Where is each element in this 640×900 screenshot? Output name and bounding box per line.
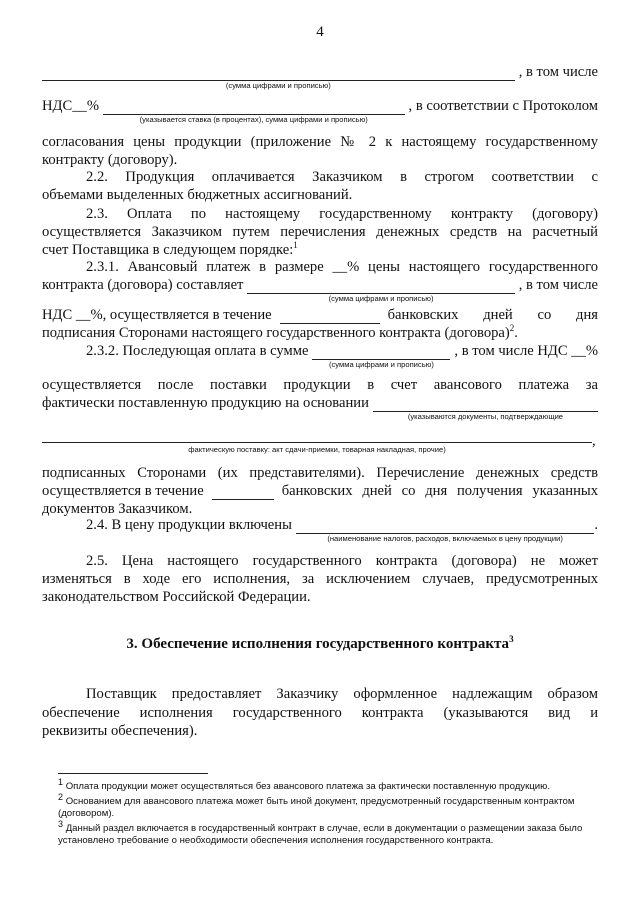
section-3-line-1: Поставщик предоставляет Заказчику оформленное надлежащим образом <box>86 686 598 702</box>
footnote-ref-1: 1 <box>293 240 298 251</box>
advance-blank <box>247 279 514 303</box>
next-payment-blank <box>312 345 450 369</box>
clause-2-5-line-1: 2.5. Цена настоящего государственного контракта (договора) не может <box>86 553 598 569</box>
clause-2-3-line-3 <box>42 241 598 259</box>
protocol-line-2: согласования цены продукции (приложение № 2 к настоящему государственному <box>42 134 598 150</box>
next-payment-label: 2.3.2. Последующая оплата в сумме <box>86 343 309 359</box>
advance-term-tail: банковских дней со дня <box>387 307 598 323</box>
page-number: 4 <box>316 24 324 40</box>
amount-tail: , в том числе <box>518 64 598 80</box>
advance-hint: (сумма цифрами и прописью) <box>328 294 434 303</box>
basis-blank <box>373 397 598 421</box>
clause-2-3-text: счет Поставщика в следующем порядке: <box>42 242 294 258</box>
clause-2-3-2-line-2: осуществляется после поставки продукции в счет авансового платежа за <box>42 377 598 393</box>
included-blank <box>296 519 594 543</box>
protocol-line-3: контракту (договору). <box>42 152 178 168</box>
clause-2-2-line-2: объемами выделенных бюджетных ассигнований. <box>42 187 353 203</box>
basis-comma: , <box>592 433 596 449</box>
footnote-2-mark: 2 <box>58 791 64 802</box>
basis-label: фактически поставленную продукцию на основании <box>42 395 369 411</box>
footnote-2-continued: (договором). <box>58 808 115 819</box>
advance-days-blank <box>280 309 380 324</box>
clause-2-3-2-line-6 <box>42 482 598 500</box>
amount-line <box>42 63 598 90</box>
footnote-3-mark: 3 <box>58 818 64 829</box>
clause-2-3-1-line-3 <box>42 306 598 324</box>
section-3-title: 3. Обеспечение исполнения государственного контракта <box>126 636 510 652</box>
vat-label: НДС__% <box>42 98 99 114</box>
footnote-3 <box>58 818 598 835</box>
footnote-ref-3: 3 <box>509 634 514 644</box>
advance-label: контракта (договора) составляет <box>42 277 244 293</box>
clause-2-3-line-1: 2.3. Оплата по настоящему государственному контракту (договору) <box>86 206 598 222</box>
included-tail: . <box>594 517 598 533</box>
included-hint: (наименование налогов, расходов, включаемых в цену продукции) <box>327 534 563 543</box>
section-3-line-3: реквизиты обеспечения). <box>42 723 198 739</box>
clause-2-3-1-line-4 <box>42 324 598 342</box>
basis-hint: (указываются документы, подтверждающие <box>407 412 564 421</box>
footnote-separator <box>58 773 208 774</box>
clause-2-4-line <box>86 516 598 543</box>
footnote-ref-2: 2 <box>509 323 515 334</box>
footnote-3-continued: установлено требование о необходимости обеспечения исполнения государственного контракта. <box>58 835 494 846</box>
advance-term-label: НДС __%, осуществляется в течение <box>42 307 272 323</box>
next-payment-tail: , в том числе НДС __% <box>454 343 598 359</box>
clause-2-3-2-line-1 <box>86 342 598 369</box>
footnote-2 <box>58 791 598 808</box>
clause-2-5-line-2: изменяться в ходе его исполнения, за исключением случаев, предусмотренных <box>42 571 598 587</box>
clause-2-3-2-line-5: подписанных Сторонами (их представителями). Перечисление денежных средств <box>42 465 598 481</box>
clause-2-3-1-line-2 <box>42 276 598 303</box>
clause-2-3-1-line-1: 2.3.1. Авансовый платеж в размере __% цены настоящего государственного <box>86 259 598 275</box>
clause-2-5-line-3: законодательством Российской Федерации. <box>42 589 311 605</box>
footnote-3-text: Данный раздел включается в государственный контракт в случае, если в документации о размещении заказа было <box>65 823 583 834</box>
next-payment-hint: (сумма цифрами и прописью) <box>328 360 434 369</box>
clause-2-3-2-line-3 <box>42 394 598 421</box>
vat-tail: , в соответствии с Протоколом <box>408 98 598 114</box>
transfer-days-blank <box>212 485 274 500</box>
clause-2-3-line-2: осуществляется Заказчиком путем перечисления денежных средств на расчетный <box>42 224 598 240</box>
footnote-1-mark: 1 <box>58 776 64 787</box>
amount-hint: (сумма цифрами и прописью) <box>225 81 331 90</box>
vat-hint: (указывается ставка (в процентах), сумма цифрами и прописью) <box>139 115 368 124</box>
advance-sign-end: . <box>514 325 518 341</box>
advance-sign-text: подписания Сторонами настоящего государственного контракта (договора) <box>42 325 510 341</box>
transfer-tail: банковских дней со дня получения указанных <box>281 483 598 499</box>
clause-2-3-2-line-7: документов Заказчиком. <box>42 501 193 517</box>
section-3-line-2: обеспечение исполнения государственного контракта (указываются вид и <box>42 705 598 721</box>
vat-line <box>42 97 598 124</box>
included-label: 2.4. В цену продукции включены <box>86 517 292 533</box>
section-3-heading <box>0 636 640 653</box>
basis-hint-continued: фактическую поставку: акт сдачи-приемки, товарная накладная, прочие) <box>188 445 446 454</box>
advance-tail: , в том числе <box>518 277 598 293</box>
footnote-2-text: Основанием для авансового платежа может быть иной документ, предусмотренный государственным контрактом <box>65 796 575 807</box>
vat-blank <box>103 100 405 124</box>
amount-blank <box>42 66 515 90</box>
footnote-1 <box>58 776 598 793</box>
transfer-label: осуществляется в течение <box>42 483 204 499</box>
basis-continuation-rule <box>42 442 592 443</box>
footnote-1-text: Оплата продукции может осуществляться без авансового платежа за фактически поставленную продукцию. <box>65 781 551 792</box>
clause-2-2-line-1: 2.2. Продукция оплачивается Заказчиком в строгом соответствии с <box>86 169 598 185</box>
